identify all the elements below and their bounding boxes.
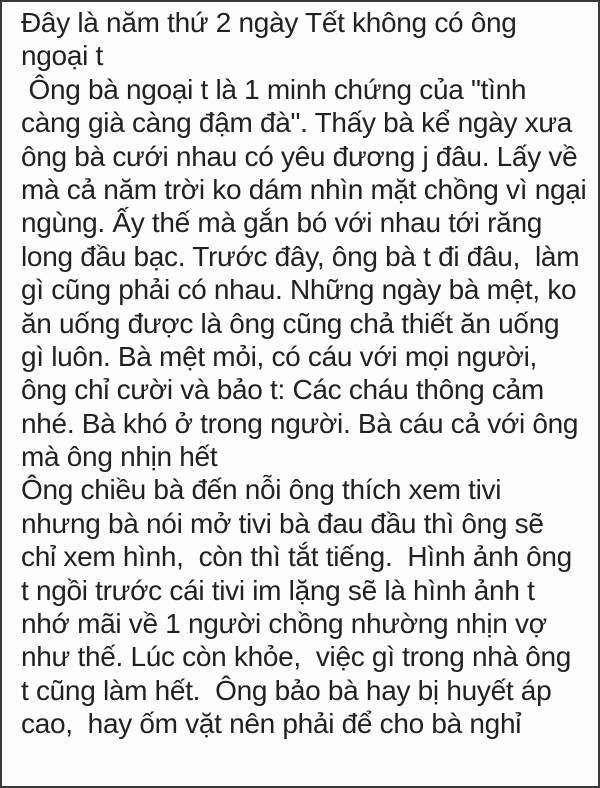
post-text-line: gì luôn. Bà mệt mỏi, có cáu với mọi người,: [21, 340, 537, 372]
post-text-line: ngùng. Ấy thế mà gắn bó với nhau tới răng: [21, 207, 542, 239]
post-text-line: long đầu bạc. Trước đây, ông bà t đi đâu, làm: [21, 240, 580, 272]
post-text-line: ăn uống được là ông cũng chả thiết ăn uống: [21, 307, 560, 339]
post-text-line: ông bà cưới nhau có yêu đương j đâu. Lấy về: [21, 140, 578, 172]
post-text-line: càng già càng đậm đà". Thấy bà kể ngày xưa: [21, 107, 573, 139]
post-text-line: cao, hay ốm vặt nên phải để cho bà nghỉ: [21, 708, 522, 740]
post-text-line: Ông chiều bà đến nỗi ông thích xem tivi: [21, 474, 502, 506]
post-text-line: mà cả năm trời ko dám nhìn mặt chồng vì ngại: [21, 173, 587, 205]
post-text-line: gì cũng phải có nhau. Những ngày bà mệt, ko: [21, 274, 577, 306]
post-text-line: Đây là năm thứ 2 ngày Tết không có ông: [21, 7, 517, 38]
post-text-line: Ông bà ngoại t là 1 minh chứng của "tình: [21, 73, 527, 105]
post-text-line: nhưng bà nói mở tivi bà đau đầu thì ông sẽ: [21, 507, 544, 539]
post-text-line: nhé. Bà khó ở trong người. Bà cáu cả với ông: [21, 407, 579, 439]
post-text-line: mà ông nhịn hết: [21, 441, 218, 473]
post-text-line: chỉ xem hình, còn thì tắt tiếng. Hình ảnh ông: [21, 541, 572, 573]
post-text-line: ông chỉ cười và bảo t: Các cháu thông cảm: [21, 374, 544, 406]
post-text-line: ngoại t: [21, 40, 103, 72]
post-text-line: t ngồi trước cái tivi im lặng sẽ là hình ảnh t: [21, 574, 535, 606]
post-text-line: như thế. Lúc còn khỏe, việc gì trong nhà ông: [21, 641, 572, 673]
post-text-line: t cũng làm hết. Ông bảo bà hay bị huyết áp: [21, 674, 552, 706]
post-text-line: nhớ mãi về 1 người chồng nhường nhịn vợ: [21, 608, 547, 640]
post-text: [2, 2, 598, 741]
